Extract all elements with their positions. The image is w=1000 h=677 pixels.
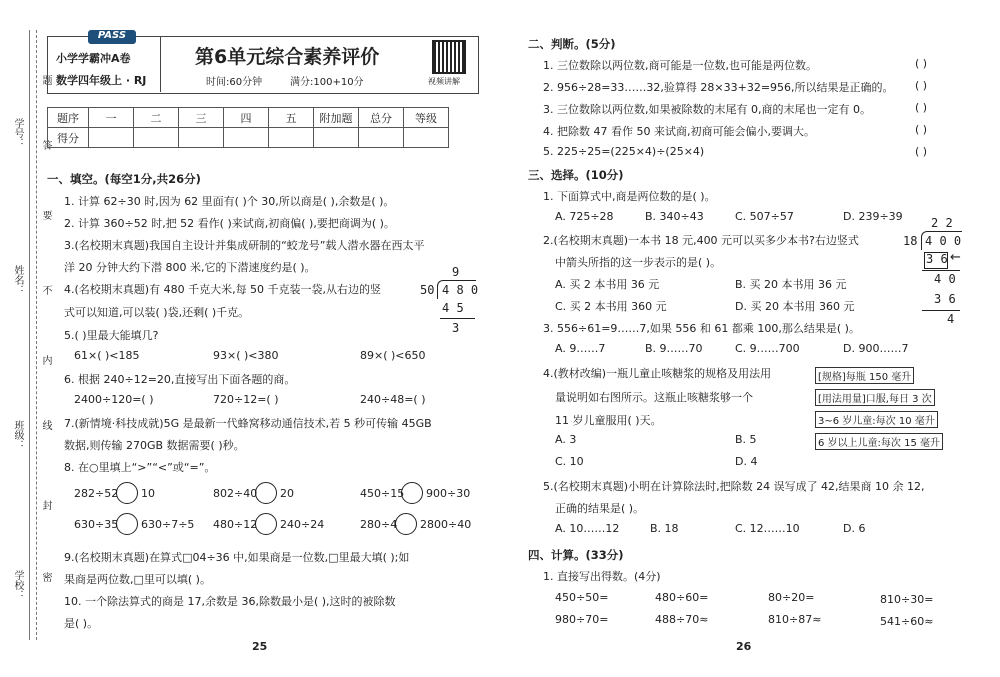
compare-right: 630÷7÷5: [141, 518, 195, 531]
spec-line: [规格]每瓶 150 毫升: [815, 367, 914, 384]
name-label: 姓名：: [12, 265, 23, 295]
table-header-cell: 总分: [359, 108, 404, 128]
header-divider: [160, 36, 161, 92]
page-number: 26: [736, 640, 752, 653]
binding-char: 封: [40, 500, 51, 510]
table-header-cell: 二: [134, 108, 179, 128]
binding-dashed-line: [36, 30, 37, 640]
calc-item: 810÷87≈: [768, 613, 822, 626]
calc-item: 480÷60=: [655, 591, 709, 604]
binding-char: 不: [40, 285, 51, 295]
compare-circle[interactable]: [116, 482, 138, 504]
choice-4-cont: 量说明如右图所示。这瓶止咳糖浆够一个: [555, 391, 753, 404]
question-1: 1. 计算 62÷30 时,因为 62 里面有( )个 30,所以商是( ),余数是( )。: [64, 195, 395, 208]
q6-item-c: 240÷48=( ): [360, 393, 426, 406]
binding-char: 要: [40, 210, 51, 220]
calc-item: 980÷70=: [555, 613, 609, 626]
division-product: 3 6: [926, 252, 948, 266]
compare-left: 450÷15: [360, 487, 405, 500]
school-label: 学校：: [12, 570, 23, 600]
choice-5-d[interactable]: D. 6: [843, 522, 866, 535]
table-header-cell: 附加题: [314, 108, 359, 128]
choice-2-d[interactable]: D. 买 20 本书用 360 元: [735, 300, 855, 313]
q5-item-c: 89×( )<650: [360, 349, 426, 362]
answer-paren[interactable]: ( ): [915, 79, 928, 92]
choice-4-cont2: 11 岁儿童服用( )天。: [555, 414, 662, 427]
score-row-label: 得分: [48, 128, 89, 148]
q6-item-b: 720÷12=( ): [213, 393, 279, 406]
question-7-cont: 数据,则传输 270GB 数据需要( )秒。: [64, 439, 245, 452]
class-label: 班级：: [12, 420, 23, 450]
arrow-left-icon: ←: [950, 250, 961, 265]
compare-left: 802÷40: [213, 487, 258, 500]
answer-paren[interactable]: ( ): [915, 123, 928, 136]
choice-4-c[interactable]: C. 10: [555, 455, 584, 468]
division-dividend: 4 8 0: [442, 283, 479, 297]
binding-char: 密: [40, 572, 51, 582]
choice-3-c[interactable]: C. 9……700: [735, 342, 800, 355]
division-rule: [922, 270, 960, 271]
question-8: 8. 在○里填上“>”“<”或“=”。: [64, 461, 216, 474]
table-header-cell: 四: [224, 108, 269, 128]
binding-char: 内: [40, 355, 51, 365]
choice-1-d[interactable]: D. 239÷39: [843, 210, 903, 223]
compare-left: 630÷35: [74, 518, 119, 531]
choice-2-cont: 中箭头所指的这一步表示的是( )。: [555, 256, 722, 269]
answer-paren[interactable]: ( ): [915, 145, 928, 158]
choice-1-b[interactable]: B. 340÷43: [645, 210, 704, 223]
calc-item: 80÷20=: [768, 591, 815, 604]
question-3-cont: 洋 20 分钟大约下潜 800 米,它的下潜速度约是( )。: [64, 261, 316, 274]
division-product: 3 6: [934, 292, 956, 306]
section-true-false: 二、判断。(5分): [528, 37, 616, 51]
division-rule: [440, 318, 475, 319]
calc-item: 541÷60≈: [880, 615, 934, 628]
choice-4-b[interactable]: B. 5: [735, 433, 757, 446]
division-quotient: 9: [452, 265, 460, 279]
choice-2-c[interactable]: C. 买 2 本书用 360 元: [555, 300, 667, 313]
choice-5-a[interactable]: A. 10……12: [555, 522, 620, 535]
division-divisor: 50: [420, 283, 435, 297]
answer-paren[interactable]: ( ): [915, 57, 928, 70]
choice-3-d[interactable]: D. 900……7: [843, 342, 909, 355]
calc-1: 1. 直接写出得数。(4分): [543, 570, 661, 583]
judge-5: 5. 225÷25=(225×4)÷(25×4): [543, 145, 705, 158]
question-9: 9.(名校期末真题)在算式□04÷36 中,如果商是一位数,□里最大填( );如: [64, 551, 410, 564]
brand-logo: PASS: [88, 30, 136, 44]
choice-5-c[interactable]: C. 12……10: [735, 522, 800, 535]
score-cell[interactable]: [269, 128, 314, 148]
table-header-cell: 题序: [48, 108, 89, 128]
compare-left: 280÷4: [360, 518, 398, 531]
division-remainder: 4: [947, 312, 955, 326]
table-header-cell: 等级: [404, 108, 449, 128]
binding-char: 题: [40, 75, 51, 85]
choice-2-b[interactable]: B. 买 20 本书用 36 元: [735, 278, 847, 291]
question-4-cont: 式可以知道,可以装( )袋,还剩( )千克。: [64, 306, 250, 319]
choice-3-b[interactable]: B. 9……70: [645, 342, 703, 355]
answer-paren[interactable]: ( ): [915, 101, 928, 114]
calc-item: 488÷70≈: [655, 613, 709, 626]
calc-item: 450÷50=: [555, 591, 609, 604]
compare-circle[interactable]: [401, 482, 423, 504]
score-cell[interactable]: [89, 128, 134, 148]
question-9-cont: 果商是两位数,□里可以填( )。: [64, 573, 211, 586]
compare-left: 282÷52: [74, 487, 119, 500]
table-header-cell: 一: [89, 108, 134, 128]
page-number: 25: [252, 640, 268, 653]
choice-5: 5.(名校期末真题)小明在计算除法时,把除数 24 误写成了 42,结果商 10 余 12,: [543, 480, 925, 493]
spec-line: 6 岁以上儿童:每次 15 毫升: [815, 433, 943, 450]
table-header-cell: 三: [179, 108, 224, 128]
compare-right: 10: [141, 487, 155, 500]
section-calculation: 四、计算。(33分): [528, 548, 624, 562]
q6-item-a: 2400÷120=( ): [74, 393, 154, 406]
q5-item-b: 93×( )<380: [213, 349, 279, 362]
score-cell[interactable]: [224, 128, 269, 148]
compare-circle[interactable]: [255, 513, 277, 535]
binding-line: [29, 30, 30, 640]
division-product: 4 5: [442, 301, 464, 315]
question-10-cont: 是( )。: [64, 617, 99, 630]
student-id-label: 学号：: [12, 118, 23, 148]
compare-right: 900÷30: [426, 487, 471, 500]
section-fill-in: 一、填空。(每空1分,共26分): [47, 172, 201, 186]
score-table: [47, 107, 449, 148]
choice-2-a[interactable]: A. 买 2 本书用 36 元: [555, 278, 660, 291]
section-choice: 三、选择。(10分): [528, 168, 624, 182]
compare-circle[interactable]: [116, 513, 138, 535]
question-3: 3.(名校期末真题)我国自主设计并集成研制的“蛟龙号”载人潜水器在西太平: [64, 239, 425, 252]
binding-char: 答: [40, 140, 51, 150]
time-label: 时间:60分钟: [206, 77, 263, 88]
compare-right: 240÷24: [280, 518, 325, 531]
division-divisor: 18: [903, 234, 918, 248]
choice-1-a[interactable]: A. 725÷28: [555, 210, 614, 223]
score-cell[interactable]: [134, 128, 179, 148]
division-rule: [922, 310, 960, 311]
choice-2: 2.(名校期末真题)一本书 18 元,400 元可以买多少本书?右边竖式: [543, 234, 859, 247]
calc-item: 810÷30=: [880, 593, 934, 606]
page-title: 第6单元综合素养评价: [195, 46, 380, 68]
qr-code-icon[interactable]: [432, 40, 466, 74]
question-5: 5.( )里最大能填几?: [64, 329, 159, 342]
question-7: 7.(新情境·科技成就)5G 是最新一代蜂窝移动通信技术,若 5 秒可传输 45GB: [64, 417, 432, 430]
table-header-cell: 五: [269, 108, 314, 128]
choice-4-a[interactable]: A. 3: [555, 433, 577, 446]
grade-label: 数学四年级上 · RJ: [56, 74, 147, 87]
choice-5-cont: 正确的结果是( )。: [555, 502, 645, 515]
choice-3-a[interactable]: A. 9……7: [555, 342, 606, 355]
series-name: 小学学霸冲A卷: [56, 52, 131, 65]
question-2: 2. 计算 360÷52 时,把 52 看作( )来试商,初商偏( ),要把商调为( )。: [64, 217, 395, 230]
score-cell[interactable]: [314, 128, 359, 148]
judge-3: 3. 三位数除以两位数,如果被除数的末尾有 0,商的末尾也一定有 0。: [543, 103, 871, 116]
binding-char: 线: [40, 420, 51, 430]
choice-4-d[interactable]: D. 4: [735, 455, 758, 468]
spec-line: 3~6 岁儿童:每次 10 毫升: [815, 411, 938, 428]
compare-circle[interactable]: [255, 482, 277, 504]
choice-4: 4.(教材改编)一瓶儿童止咳糖浆的规格及用法用: [543, 367, 772, 380]
score-label: 满分:100+10分: [290, 77, 364, 88]
question-6: 6. 根据 240÷12=20,直接写出下面各题的商。: [64, 373, 296, 386]
choice-5-b[interactable]: B. 18: [650, 522, 679, 535]
choice-1-c[interactable]: C. 507÷57: [735, 210, 794, 223]
score-cell[interactable]: [404, 128, 449, 148]
choice-1: 1. 下面算式中,商是两位数的是( )。: [543, 190, 716, 203]
compare-left: 480÷12: [213, 518, 258, 531]
qr-label: 视频讲解: [428, 77, 460, 86]
division-remainder: 4 0: [934, 272, 956, 286]
judge-4: 4. 把除数 47 看作 50 来试商,初商可能会偏小,要调大。: [543, 125, 815, 138]
question-4: 4.(名校期末真题)有 480 千克大米,每 50 千克装一袋,从右边的竖: [64, 283, 382, 296]
q5-item-a: 61×( )<185: [74, 349, 140, 362]
division-quotient: 2 2: [931, 216, 953, 230]
choice-3: 3. 556÷61=9……7,如果 556 和 61 都乘 100,那么结果是( )。: [543, 322, 860, 335]
compare-right: 2800÷40: [420, 518, 472, 531]
question-10: 10. 一个除法算式的商是 17,余数是 36,除数最小是( ),这时的被除数: [64, 595, 396, 608]
judge-2: 2. 956÷28=33……32,验算得 28×33+32=956,所以结果是正确的。: [543, 81, 894, 94]
judge-1: 1. 三位数除以两位数,商可能是一位数,也可能是两位数。: [543, 59, 817, 72]
division-remainder: 3: [452, 321, 460, 335]
score-cell[interactable]: [359, 128, 404, 148]
score-cell[interactable]: [179, 128, 224, 148]
division-dividend: 4 0 0: [925, 234, 962, 248]
spec-line: [用法用量]口服,每日 3 次: [815, 389, 935, 406]
compare-circle[interactable]: [395, 513, 417, 535]
compare-right: 20: [280, 487, 294, 500]
